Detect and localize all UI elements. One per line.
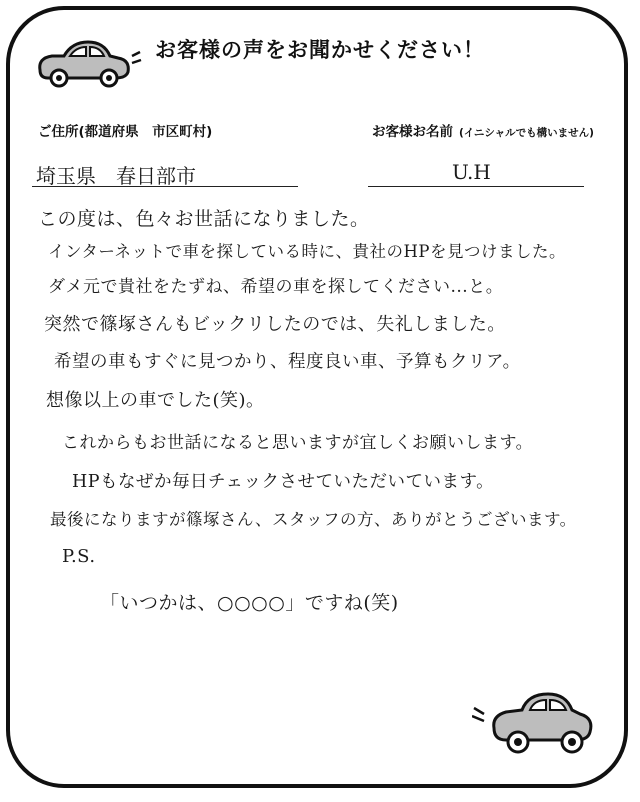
message-line-10: P.S. — [62, 546, 96, 567]
page-title: お客様の声をお聞かせください！ — [155, 38, 485, 62]
car-icon — [472, 688, 602, 760]
message-line-9: 最後になりますが篠塚さん、スタッフの方、ありがとうございます。 — [50, 510, 577, 529]
name-label-group — [372, 120, 594, 140]
name-underline — [368, 186, 584, 187]
message-line-1: この度は、色々お世話になりました。 — [38, 208, 370, 230]
message-line-4: 突然で篠塚さんもビックリしたのでは、失礼しました。 — [44, 314, 506, 335]
message-line-6: 想像以上の車でした(笑)。 — [46, 390, 265, 411]
name-value: U.H — [452, 160, 491, 184]
message-line-5: 希望の車もすぐに見つかり、程度良い車、予算もクリア。 — [54, 352, 521, 372]
message-line-7: これからもお世話になると思いますが宜しくお願いします。 — [62, 433, 534, 453]
message-line-11: 「いつかは、○○○○」ですね(笑) — [100, 592, 399, 614]
address-value: 埼玉県 春日部市 — [36, 164, 196, 188]
message-line-2: インターネットで車を探している時に、貴社のHPを見つけました。 — [48, 242, 567, 261]
message-line-8: HPもなぜか毎日チェックさせていただいています。 — [72, 472, 495, 492]
address-underline — [32, 186, 298, 187]
address-label: ご住所(都道府県 市区町村) — [38, 124, 213, 140]
name-label: お客様お名前 — [372, 124, 453, 140]
message-line-3: ダメ元で貴社をたずね、希望の車を探してください...と。 — [48, 277, 504, 297]
name-note: (イニシャルでも構いません) — [459, 127, 594, 139]
